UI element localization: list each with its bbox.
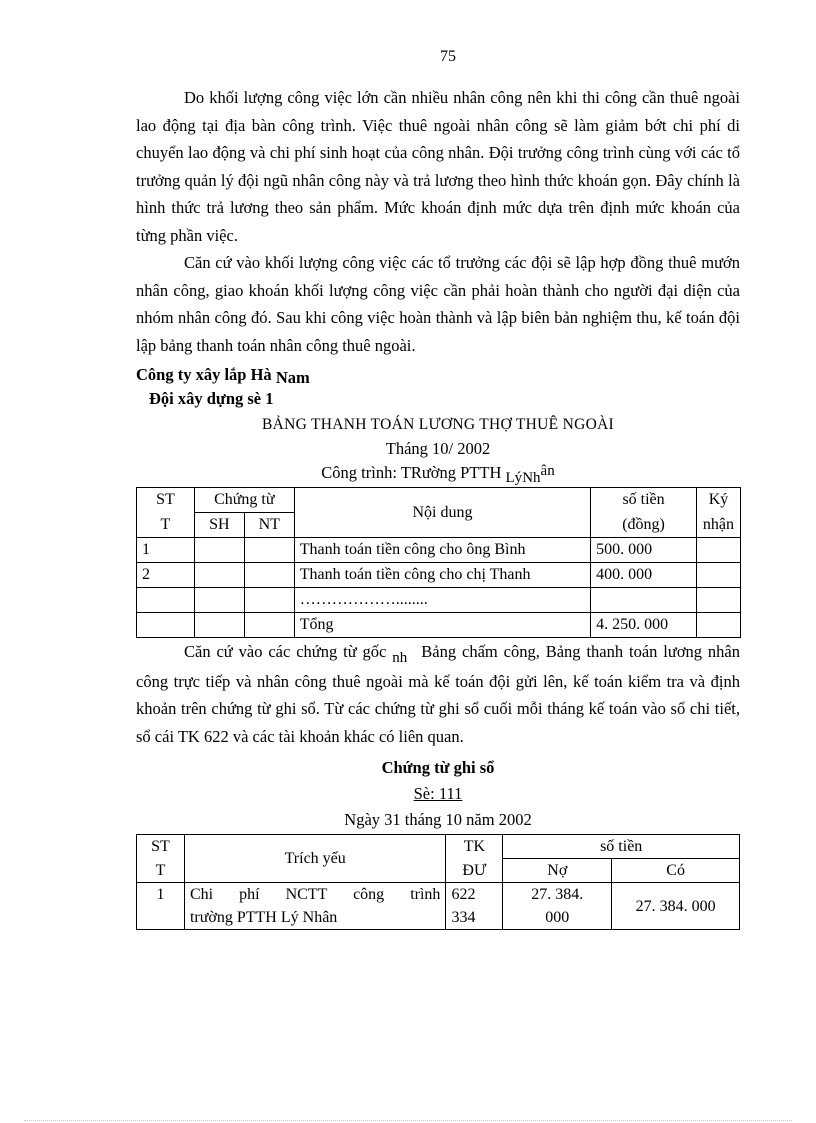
header-tk-cont: ĐƯ (446, 859, 503, 883)
header-tk: TK (446, 835, 503, 859)
cell-stt: 1 (137, 883, 185, 930)
company-name-main: Công ty xây lắp Hà (136, 365, 272, 384)
project-sub1: Lý (505, 470, 523, 486)
voucher-number (136, 782, 740, 806)
header-stt: ST (137, 835, 185, 859)
header-stt: ST (137, 488, 195, 513)
header-nt: NT (244, 513, 294, 538)
tk-credit: 334 (451, 909, 476, 926)
header-summary: Trích yếu (184, 835, 445, 883)
table-header-row (137, 835, 740, 859)
paragraph-accounting-process (136, 638, 740, 750)
header-sign: Ký (696, 488, 740, 513)
header-sh: SH (194, 513, 244, 538)
company-name-sub: Nam (275, 368, 310, 387)
cell-stt (137, 588, 195, 613)
cell-content: ………………........ (294, 588, 590, 613)
project-sub2: Nh (522, 470, 541, 486)
cell-content: Thanh toán tiền công cho chị Thanh (294, 563, 590, 588)
cell-sign (696, 588, 740, 613)
header-stt-cont: T (137, 513, 195, 538)
paragraph-labor-outsourcing: Do khối lượng công việc lớn cần nhiều nhân công nên khi thi công cần thuê ngoài lao động tại địa bàn công trình. Việc thuê ngoài nhân công sẽ làm giảm bớt chi phí di chuyển lao động và chi phí sinh hoạt của công nhân. Đội trưởng công trình cùng với các tổ trưởng quản lý đội ngũ nhân công này và trả lương theo hình thức khoán gọn. Đây chính là hình thức trả lương theo sản phẩm. Mức khoán định mức dựa trên định mức khoán của từng phần việc. (136, 88, 740, 245)
cell-amount: 400. 000 (591, 563, 697, 588)
cell-content: Tổng (294, 613, 590, 638)
header-amount: số tiền (503, 835, 740, 859)
debit-line-1: 27. 384. (531, 886, 584, 903)
table-row (137, 883, 740, 930)
project-sup: ân (540, 463, 555, 479)
header-content: Nội dung (294, 488, 590, 538)
cell-tk (446, 883, 503, 930)
cell-summary (184, 883, 445, 930)
cell-sign (696, 538, 740, 563)
after-sub: nh (392, 650, 408, 666)
header-amount-unit: (đồng) (591, 513, 697, 538)
table-header-row (137, 488, 741, 513)
cell-amount: 4. 250. 000 (591, 613, 697, 638)
cell-sign (696, 563, 740, 588)
payment-table (136, 487, 741, 638)
company-name (136, 363, 740, 387)
cell-stt: 2 (137, 563, 195, 588)
cell-stt: 1 (137, 538, 195, 563)
voucher-table (136, 834, 740, 930)
voucher-date: Ngày 31 tháng 10 năm 2002 (344, 810, 532, 829)
header-voucher: Chứng từ (194, 488, 294, 513)
cell-credit: 27. 384. 000 (612, 883, 740, 930)
tk-debit: 622 (451, 886, 476, 903)
table-row (137, 613, 741, 638)
cell-sign (696, 613, 740, 638)
header-debit: Nợ (503, 859, 612, 883)
summary-line-1: Chi phí NCTT công trình (189, 886, 441, 903)
page-number: 75 (440, 48, 456, 65)
cell-debit (503, 883, 612, 930)
cell-sh (194, 613, 244, 638)
table-row (137, 563, 741, 588)
table-row (137, 538, 741, 563)
summary-line-2: trường PTTH Lý Nhân (189, 909, 338, 926)
cell-sh (194, 588, 244, 613)
after-rest: Bảng chấm công, Bảng thanh toán lương nhân công trực tiếp và nhân công thuê ngoài mà kế toán đội gửi lên, kế toán kiểm tra và định khoản trên chứng từ ghi sổ. Từ các chứng từ ghi sổ cuối mỗi tháng kế toán vào sổ chi tiết, sổ cái TK 622 và các tài khoản khác có liên quan. (136, 642, 741, 746)
table-row (137, 588, 741, 613)
header-stt-cont: T (137, 859, 185, 883)
voucher-number-text: Sè: 111 (413, 784, 463, 803)
cell-nt (244, 613, 294, 638)
cell-amount (591, 588, 697, 613)
header-amount: số tiền (591, 488, 697, 513)
paragraph-labor-contract: Căn cứ vào khối lượng công việc các tổ trưởng các đội sẽ lập hợp đồng thuê mướn nhân công, giao khoán khối lượng công việc cần phải hoàn thành cho người đại diện của nhóm nhân công đó. Sau khi công việc hoàn thành và lập biên bản nghiệm thu, kế toán đội lập bảng thanh toán nhân công thuê ngoài. (136, 253, 740, 355)
voucher-title: Chứng từ ghi sổ (381, 758, 495, 777)
after-start: Căn cứ vào các chứng từ gốc (184, 642, 387, 661)
document-body (136, 84, 740, 930)
header-sign-cont: nhận (696, 513, 740, 538)
payment-table-month: Tháng 10/ 2002 (385, 439, 491, 458)
cell-nt (244, 538, 294, 563)
footer-divider (24, 1120, 792, 1121)
payment-table-title: BẢNG THANH TOÁN LƯƠNG THỢ THUÊ NGOÀI (261, 416, 615, 433)
cell-sh (194, 538, 244, 563)
debit-line-2: 000 (545, 909, 570, 926)
team-name: Đội xây dựng sè 1 (149, 389, 274, 408)
cell-sh (194, 563, 244, 588)
cell-content: Thanh toán tiền công cho ông Bình (294, 538, 590, 563)
cell-nt (244, 563, 294, 588)
cell-amount: 500. 000 (591, 538, 697, 563)
payment-table-project (136, 461, 740, 486)
header-credit: Có (612, 859, 740, 883)
project-main: Công trình: TRường PTTH (321, 463, 502, 482)
cell-nt (244, 588, 294, 613)
cell-stt (137, 613, 195, 638)
